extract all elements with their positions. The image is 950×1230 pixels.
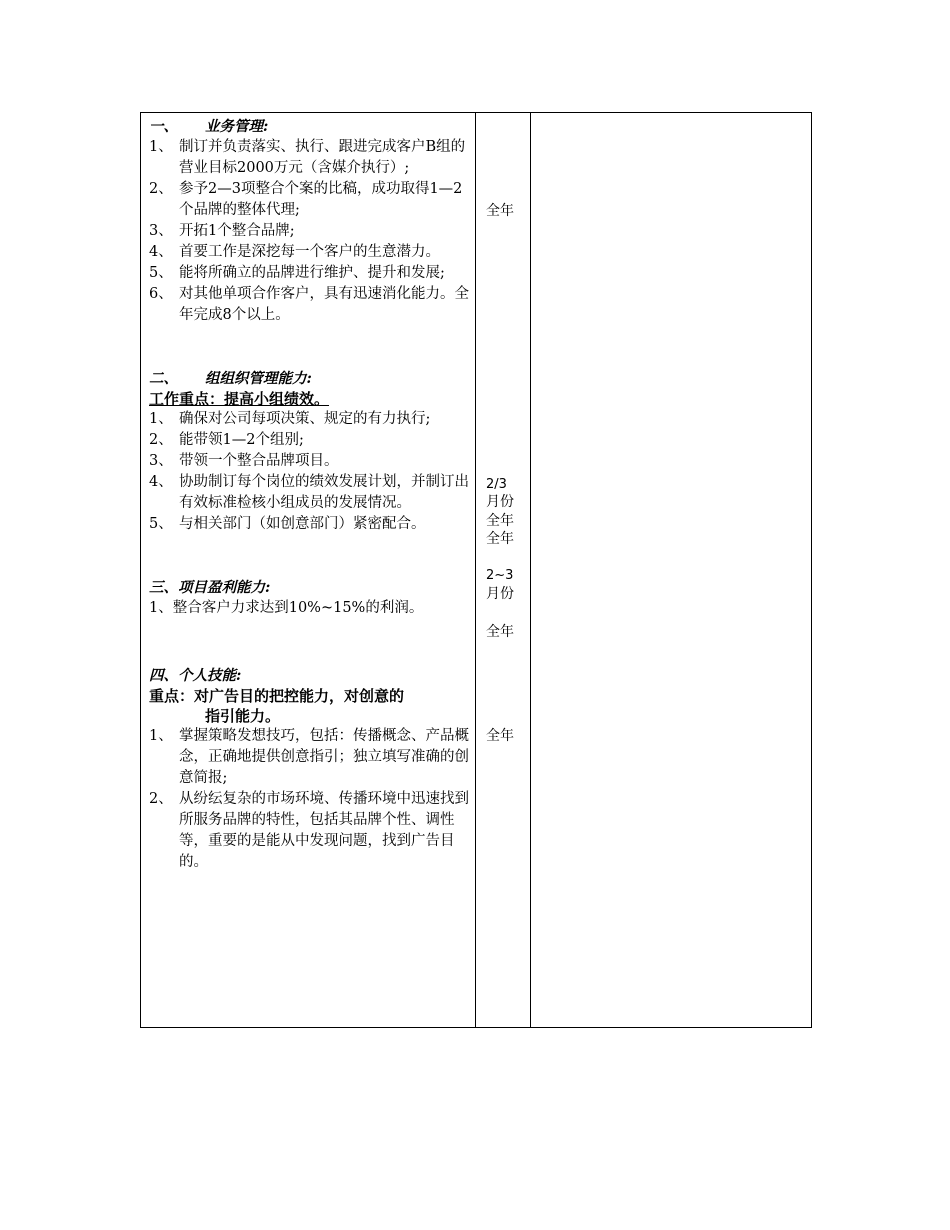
list-item: 2、 从纷纭复杂的市场环境、传播环境中迅速找到所服务品牌的特性，包括其品牌个性、调性等，重要的是能从中发现问题，找到广告目的。 — [149, 791, 469, 870]
list-item: 1、 确保对公司每项决策、规定的有力执行; — [149, 411, 431, 427]
section-heading: 二、 组组织管理能力: — [149, 370, 312, 387]
timeline-entry: 全年 — [486, 513, 514, 529]
section-heading: 四、个人技能: — [149, 667, 242, 684]
list-item: 4、 首要工作是深挖每一个客户的生意潜力。 — [149, 244, 440, 260]
timeline-entry: 2/3 — [486, 477, 507, 492]
section-4-list — [149, 726, 469, 873]
notes-cell — [531, 113, 812, 1028]
table-row — [141, 113, 812, 1028]
section-focus: 重点：对广告目的把控能力，对创意的 指引能力。 — [149, 687, 405, 725]
timeline-entry: 月份 — [486, 586, 514, 602]
timeline-entry: 月份 — [486, 494, 514, 510]
timeline-entry: 2~3 — [486, 568, 514, 583]
list-item: 6、 对其他单项合作客户，具有迅速消化能力。全年完成8个以上。 — [149, 286, 469, 323]
timeline-entry: 全年 — [486, 203, 514, 219]
section-1-list — [149, 137, 469, 326]
work-plan-table — [140, 112, 812, 1028]
list-item: 1、 制订并负责落实、执行、跟进完成客户B组的营业目标2000万元（含媒介执行）; — [149, 139, 466, 176]
section-heading: 一、 业务管理: — [149, 118, 269, 135]
list-item: 2、 能带领1—2个组别; — [149, 432, 304, 448]
list-item: 5、 能将所确立的品牌进行维护、提升和发展; — [149, 265, 445, 281]
section-heading: 三、项目盈利能力: — [149, 579, 271, 596]
list-item: 3、 带领一个整合品牌项目。 — [149, 453, 339, 469]
list-item: 4、 协助制订每个岗位的绩效发展计划，并制订出有效标准检核小组成员的发展情况。 — [149, 474, 469, 511]
timeline-entry: 全年 — [486, 531, 514, 547]
timeline-cell — [476, 113, 531, 1028]
list-item: 5、 与相关部门（如创意部门）紧密配合。 — [149, 516, 426, 532]
section-focus: 工作重点：提高小组绩效。 — [149, 390, 330, 408]
list-item: 1、 掌握策略发想技巧，包括：传播概念、产品概念，正确地提供创意指引；独立填写准确的创意简报; — [149, 728, 469, 786]
list-item: 3、 开拓1个整合品牌; — [149, 223, 295, 239]
task-content-cell — [141, 113, 476, 1028]
timeline-entry: 全年 — [486, 624, 514, 640]
list-item: 2、 参予2—3项整合个案的比稿，成功取得1—2个品牌的整体代理; — [149, 181, 463, 218]
section-3-text: 1、整合客户力求达到10%~15%的利润。 — [149, 600, 424, 616]
timeline-entry: 全年 — [486, 728, 514, 744]
section-2-list — [149, 409, 469, 535]
